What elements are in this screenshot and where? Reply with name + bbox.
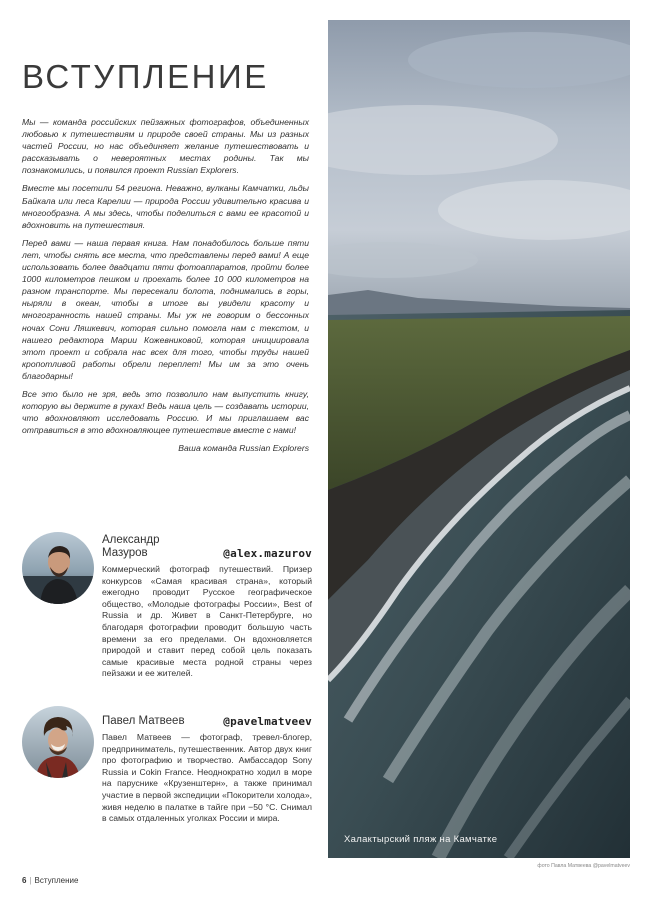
avatar: [22, 706, 94, 778]
beach-aerial-image: [328, 20, 630, 858]
landscape-photo: [328, 20, 630, 858]
author-portrait: [22, 706, 94, 778]
intro-paragraph: Вместе мы посетили 54 региона. Неважно, вулканы Камчатки, льды Байкала или леса Карелии — природа России удивительно красива и многообразна. А мы здесь, чтобы поделиться с вами ее красотой и вдохновить на путешествия.: [22, 183, 309, 230]
photo-credit: фото Павла Матвеева @pavelmatveev: [537, 863, 630, 869]
intro-paragraph: Все это было не зря, ведь это позволило нам выпустить книгу, которую вы держите в руках! Ведь наша цель — создавать истории, что вдохновляют исследовать Россию. И мы приглашаем вас отправиться в это вдохновляющее путешествие вместе с нами!: [22, 388, 309, 436]
footer-separator: |: [29, 876, 32, 885]
avatar: [22, 532, 94, 604]
author-bio: Коммерческий фотограф путешествий. Призер конкурсов «Самая красивая страна», который ежегодно проводит Русское географическое общество, «Молодые фотографы России», Best of Russia и др. Живет в Санкт-Петербурге, но благодаря фотографии проводит большую часть времени за его пределами. Он вдохновляется природой и ставит перед собой цель показать самые красивые места родной страны через пейзажи и ее жителей.: [102, 564, 312, 679]
author-info: [102, 530, 312, 680]
author-name: [102, 534, 160, 560]
intro-paragraph: Перед вами — наша первая книга. Нам понадобилось больше пяти лет, чтобы снять все места, что представлены перед вами! А еще использовать более двадцати пяти фотоаппаратов, пройти более 1000 километров пешком и проехать более 10 000 километров на разном транспорте. Мы пересекали болота, поднимались в горы, ныряли в океан, чтобы в итоге вы увидели красоту и многогранность нашей страны. Мы уж не говорим о бессонных ночах Сони Ляшкевич, которая сильно помогла нам с текстом, и нашего редактора Марии Кожевниковой, которая инициировала этот проект и собрала нас всех для того, чтобы труды нашей кропотливой работы обрели переплет! Мы им за это очень благодарны!: [22, 237, 309, 381]
section-name: Вступление: [34, 876, 79, 885]
author-name: [102, 715, 185, 728]
author-portrait: [22, 532, 94, 604]
intro-signature: Ваша команда Russian Explorers: [178, 443, 309, 454]
author-handle: @alex.mazurov: [223, 547, 312, 560]
author-name-row: [102, 530, 312, 564]
author-handle: @pavelmatveev: [223, 715, 312, 728]
intro-paragraph: Мы — команда российских пейзажных фотографов, объединенных любовью к путешествиям и природе своей страны. Мы из разных частей России, но нас объединяет желание путешествовать и рассказывать о невероятных местах родины. Так мы познакомились, и появился проект Russian Explorers.: [22, 117, 309, 176]
author-name-row: [102, 706, 312, 732]
author-bio: Павел Матвеев — фотограф, тревел-блогер, предприниматель, путешественник. Автор двух книг про фотографию и творчество. Амбассадор Sony Russia и Cokin France. Неоднократно ходил в море на паруснике «Крузенштерн», а также принимал участие в первой экспедиции «Покорители холода», живя неделю в палатке в тайге при −50 °C. Снимал в самых отдаленных уголках России и мира.: [102, 732, 312, 824]
page-footer: [22, 876, 78, 885]
page-number: 6: [22, 876, 27, 885]
intro-text: [22, 116, 309, 460]
page-title: ВСТУПЛЕНИЕ: [22, 58, 269, 95]
author-info: [102, 706, 312, 825]
author-full-name: Павел Матвеев: [102, 715, 185, 727]
author-last-name: Мазуров: [102, 547, 148, 559]
author-first-name: Александр: [102, 534, 160, 546]
photo-caption: Халактырский пляж на Камчатке: [344, 834, 498, 845]
